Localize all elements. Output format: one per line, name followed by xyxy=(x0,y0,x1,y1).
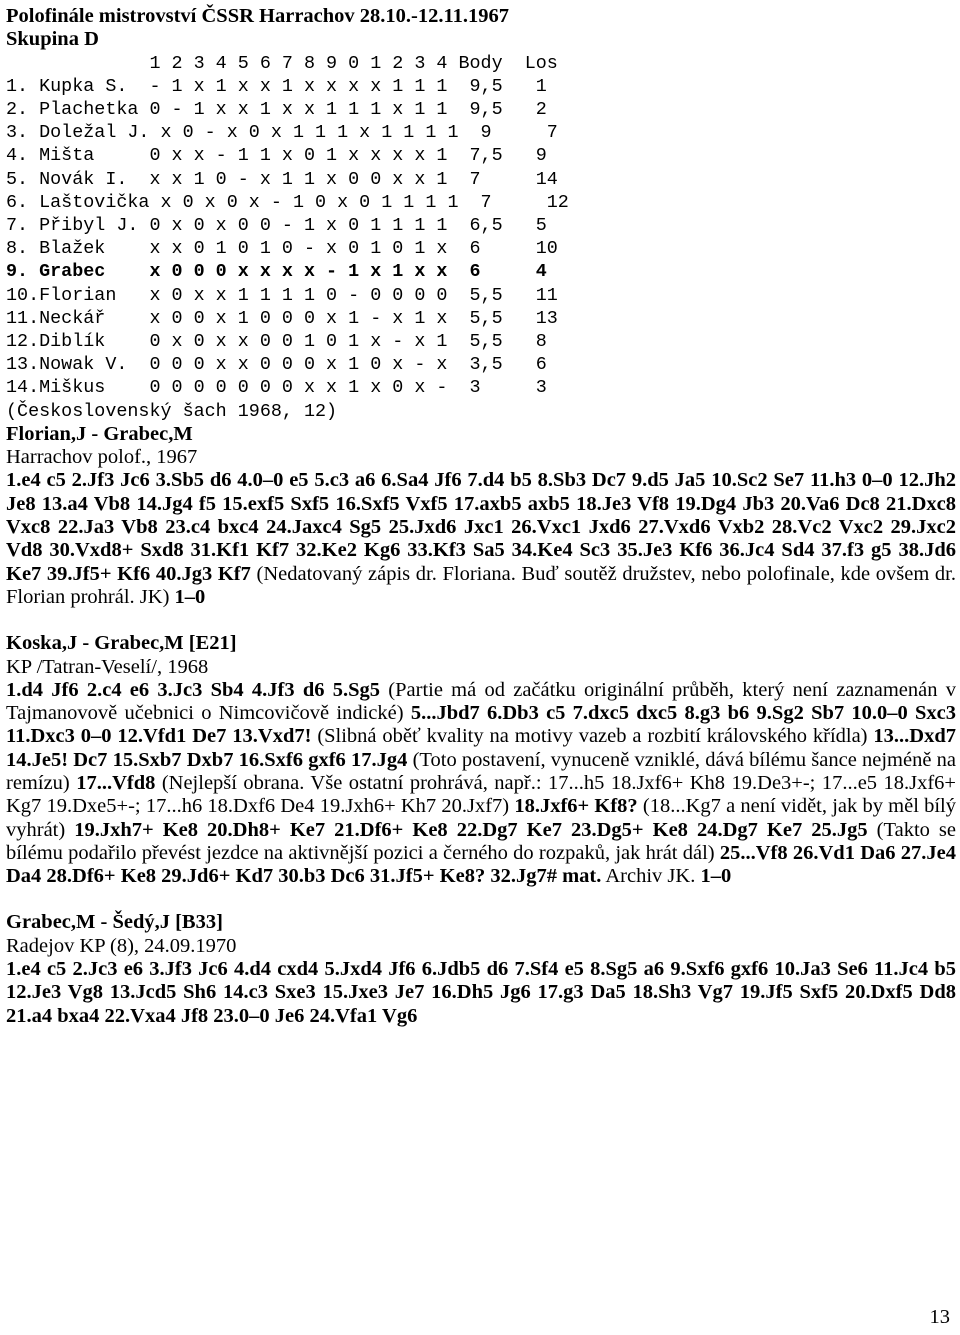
tournament-title: Polofinále mistrovství ČSSR Harrachov 28.10.-12.11.1967 xyxy=(6,5,509,27)
game1-players: Florian,J - Grabec,M xyxy=(6,422,193,445)
game3-event: Radejov KP (8), 24.09.1970 xyxy=(6,934,237,957)
game2-moves-2: 5...Jbd7 6.Db3 c5 7.dxc5 dxc5 8.g3 b6 9.Sg2 Sb7 10.0–0 Sxc3 11.Dxc3 0–0 12.Vfd1 De7 13.Vxd7! xyxy=(6,702,956,748)
game2-result: 1–0 xyxy=(700,865,732,888)
crosstable-row: 2. Plachetka 0 - 1 x x 1 x x 1 1 1 x 1 1 9,5 2 xyxy=(6,99,547,120)
crosstable-row: 7. Přibyl J. 0 x 0 x 0 0 - 1 x 0 1 1 1 1 6,5 5 xyxy=(6,215,547,237)
crosstable-row: 14.Miškus 0 0 0 0 0 0 0 x x 1 x 0 x - 3 3 xyxy=(6,377,547,399)
game1-event: Harrachov polof., 1967 xyxy=(6,446,198,469)
game2-moves-1: 1.d4 Jf6 2.c4 e6 3.Jc3 Sb4 4.Jf3 d6 5.Sg5 xyxy=(6,678,381,701)
game2-moves-3: 13...Dxd7 14.Je5! Dc7 15.Sxb7 Dxb7 16.Sxf6 gxf6 17.Jg4 xyxy=(6,725,956,771)
game2-text xyxy=(6,679,956,889)
crosstable-row: 1. Kupka S. - 1 x 1 x x 1 x x x x 1 1 1 9,5 1 xyxy=(6,75,547,97)
crosstable-header: 1 2 3 4 5 6 7 8 9 0 1 2 3 4 Body Los xyxy=(6,52,558,74)
game2-comment-7: Archiv JK. xyxy=(605,865,696,888)
source-note: (Československý šach 1968, 12) xyxy=(6,400,338,422)
game2-comment-6: (Takto se bílému podařilo převést jezdce na aktivnější pozici a černého do rozpaků, jak hrát dál) xyxy=(6,818,956,864)
document-page xyxy=(6,0,956,1028)
crosstable-row: 13.Nowak V. 0 0 0 x x 0 0 0 x 1 0 x - x 3,5 6 xyxy=(6,354,547,376)
crosstable xyxy=(6,52,956,400)
group-title: Skupina D xyxy=(6,28,99,51)
game1-text xyxy=(6,469,956,609)
game2-moves-4: 17...Vfd8 xyxy=(76,772,156,794)
crosstable-row: 9. Grabec x 0 0 0 x x x x - 1 x 1 x x 6 4 xyxy=(6,261,547,283)
game2-comment-4: (Nejlepší obrana. Vše ostatní prohrává, např.: 17...h5 18.Jxf6+ Kh8 19.De3+-; 17...e5 18.Jxf6+ Kg7 19.Dxe5+-; 17...h6 18.Dxf6 De4 19.Jxh6+ Kh7 20.Jxf7) xyxy=(6,772,956,818)
page-number: 13 xyxy=(929,1306,950,1328)
game2-players: Koska,J - Grabec,M [E21] xyxy=(6,632,237,655)
crosstable-row: 5. Novák I. x x 1 0 - x 1 1 x 0 0 x x 1 7 14 xyxy=(6,168,558,190)
crosstable-row: 3. Doležal J. x 0 - x 0 x 1 1 1 x 1 1 1 1 9 7 xyxy=(6,122,558,144)
game3-players: Grabec,M - Šedý,J [B33] xyxy=(6,911,223,934)
crosstable-row: 4. Mišta 0 x x - 1 1 x 0 1 x x x x 1 7,5 9 xyxy=(6,145,547,167)
crosstable-row: 6. Laštovička x 0 x 0 x - 1 0 x 0 1 1 1 1 7 12 xyxy=(6,191,569,213)
game2-event: KP /Tatran-Veselí/, 1968 xyxy=(6,655,209,678)
game3-moves: 1.e4 c5 2.Jc3 e6 3.Jf3 Jc6 4.d4 cxd4 5.Jxd4 Jf6 6.Jdb5 d6 7.Sf4 e5 8.Sg5 a6 9.Sxf6 gxf6 10.Ja3 Se6 11.Jc4 b5 12.Je3 Vg8 13.Jcd5 Sh6 14.c3 Sxe3 15.Jxe3 Je7 16.Dh5 Jg6 17.g3 Da5 18.Sh3 Vg7 19.Jf5 Sxf5 20.Dxf5 Dd8 21.a4 bxa4 22.Vxa4 Jf8 23.0–0 Je6 24.Vfa1 Vg6 xyxy=(6,958,956,1027)
game2-comment-5: (18...Kg7 a není vidět, jak by měl bílý vyhrát) xyxy=(6,795,956,841)
game1-result: 1–0 xyxy=(174,585,206,608)
game2-comment-3: (Toto postavení, vynuceně vzniklé, dává bílému šance nejméně na remízu) xyxy=(6,748,956,794)
game1-comment: (Nedatovaný zápis dr. Floriana. Buď soutěž družstev, nebo polofinale, kde ovšem dr. Florian prohrál. JK) xyxy=(6,562,957,608)
game2-moves-6: 19.Jxh7+ Ke8 20.Dh8+ Ke7 21.Df6+ Ke8 22.Dg7 Ke7 23.Dg5+ Ke8 24.Dg7 Ke7 25.Jg5 xyxy=(74,818,868,841)
game2-moves-5: 18.Jxf6+ Kf8? xyxy=(514,795,638,818)
crosstable-row: 8. Blažek x x 0 1 0 1 0 - x 0 1 0 1 x 6 10 xyxy=(6,238,558,260)
game2-comment-1: (Partie má od začátku originální průběh, který není zaznamenán v Tajmanovově učebnici o Nimcovičově indické) xyxy=(6,678,956,725)
crosstable-row: 10.Florian x 0 x x 1 1 1 1 0 - 0 0 0 0 5,5 11 xyxy=(6,284,558,306)
game2-moves-7: 25...Vf8 26.Vd1 Da6 27.Je4 Da4 28.Df6+ Ke8 29.Jd6+ Kd7 30.b3 Dc6 31.Jf5+ Ke8? 32.Jg7# mat. xyxy=(6,841,956,888)
crosstable-row: 11.Neckář x 0 0 x 1 0 0 0 x 1 - x 1 x 5,5 13 xyxy=(6,307,558,329)
crosstable-row: 12.Diblík 0 x 0 x x 0 0 1 0 1 x - x 1 5,5 8 xyxy=(6,331,547,353)
game1-moves: 1.e4 c5 2.Jf3 Jc6 3.Sb5 d6 4.0–0 e5 5.c3 a6 6.Sa4 Jf6 7.d4 b5 8.Sb3 Dc7 9.d5 Ja5 10.Sc2 Se7 11.h3 0–0 12.Jh2 Je8 13.a4 Vb8 14.Jg4 f5 15.exf5 Sxf5 16.Sxf5 Vxf5 17.axb5 axb5 18.Je3 Vf8 19.Dg4 Jb3 20.Va6 Dc8 21.Dxc8 Vxc8 22.Ja3 Vb8 23.c4 bxc4 24.Jaxc4 Sg5 25.Jxd6 Jxc1 26.Vxc1 Jxd6 27.Vxd6 Vxb2 28.Vc2 Vxc2 29.Jxc2 Vd8 30.Vxd8+ Sxd8 31.Kf1 Kf7 32.Ke2 Kg6 33.Kf3 Sa5 34.Ke4 Sc3 35.Je3 Kf6 36.Jc4 Sd4 37.f3 g5 38.Jd6 Ke7 39.Jf5+ Kf6 40.Jg3 Kf7 xyxy=(6,469,956,585)
game2-comment-2: (Slibná oběť kvality na motivy vazeb a rozbití královského křídla) xyxy=(317,725,868,748)
